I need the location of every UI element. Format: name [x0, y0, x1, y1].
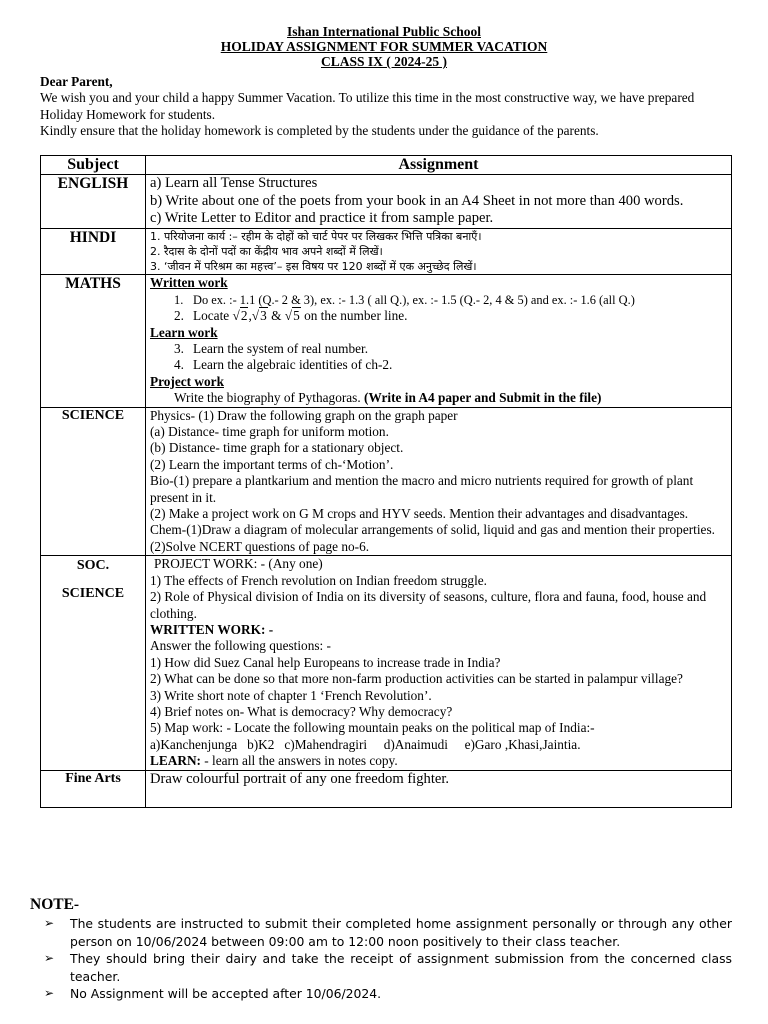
maths-project-item — [150, 390, 727, 406]
sst-project-1: 1) The effects of French revolution on Indian freedom struggle. — [150, 572, 487, 588]
table-row-science — [41, 407, 732, 556]
english-item-c: c) Write Letter to Editor and practice it from sample paper. — [150, 210, 494, 227]
assignment-fine-arts: Draw colourful portrait of any one freedom fighter. — [146, 770, 732, 807]
project-text: Write the biography of Pythagoras. — [174, 390, 361, 406]
sst-peaks: a)Kanchenjunga b)K2 c)Mahendragiri d)Anaimudi e)Garo ,Khasi,Jaintia. — [150, 736, 581, 752]
sst-question-5: 5) Map work: - Locate the following mountain peaks on the political map of India:- — [150, 720, 595, 736]
subject-social-science — [41, 556, 146, 770]
maths-written-item-2: 2. Locate √2,√3 & √5 on the number line. — [174, 308, 408, 324]
maths-written-heading: Written work — [150, 275, 228, 291]
science-line: Chem-(1)Draw a diagram of molecular arrangements of solid, liquid and gas and mention their properties. — [150, 522, 715, 538]
sqrt-2: √2 — [232, 308, 248, 324]
arrow-bullet-icon: ➢ — [44, 916, 55, 930]
subject-fine-arts: Fine Arts — [41, 770, 146, 807]
intro-line-1: We wish you and your child a happy Summer Vacation. To utilize this time in the most constructive way, we have prepared Holiday Homework for students. — [40, 90, 695, 122]
learn-label: LEARN: — [150, 753, 201, 769]
item-number: 4. — [174, 357, 184, 373]
assignment-title: HOLIDAY ASSIGNMENT FOR SUMMER VACATION — [220, 39, 548, 54]
item-text: Learn the algebraic identities of ch-2. — [193, 357, 393, 373]
note-heading: NOTE- — [30, 896, 80, 913]
intro-line-2: Kindly ensure that the holiday homework is completed by the students under the guidance of the parents. — [40, 123, 599, 139]
assignment-table — [40, 155, 732, 808]
sst-question-2: 2) What can be done so that more non-farm production activities can be started in palampur village? — [150, 671, 683, 687]
note-text: They should bring their dairy and take the receipt of assignment submission from the concerned class teacher. — [70, 951, 732, 984]
science-line: (a) Distance- time graph for uniform motion. — [150, 424, 389, 440]
note-item — [44, 985, 732, 1003]
sqrt-3: √3 — [251, 308, 267, 324]
radicand: 3 — [260, 308, 267, 324]
item-text: Learn the system of real number. — [193, 341, 369, 357]
science-line: (2) Make a project work on G M crops and HYV seeds. Mention their advantages and disadvantages. — [150, 506, 689, 522]
sst-written-intro: Answer the following questions: - — [150, 638, 331, 654]
maths-learn-heading: Learn work — [150, 324, 218, 340]
note-text: The students are instructed to submit their completed home assignment personally or through any other person on 10/06/2024 between 09:00 am to 12:00 noon positively to their class teacher. — [70, 916, 732, 949]
sst-question-1: 1) How did Suez Canal help Europeans to increase trade in India? — [150, 654, 501, 670]
assignment-science — [146, 407, 732, 556]
science-line: (2)Solve NCERT questions of page no-6. — [150, 538, 370, 554]
note-text: No Assignment will be accepted after 10/06/2024. — [70, 986, 382, 1002]
maths-project-heading: Project work — [150, 373, 224, 389]
item-text: on the number line. — [304, 308, 408, 324]
table-row-hindi — [41, 228, 732, 275]
sst-learn — [150, 753, 727, 769]
and-sign: & — [271, 308, 282, 324]
item-text: Locate — [193, 308, 230, 324]
assignment-english — [146, 175, 732, 229]
arrow-bullet-icon: ➢ — [44, 986, 55, 1001]
class-label: CLASS IX ( 2024-25 ) — [320, 54, 447, 69]
english-item-b: b) Write about one of the poets from your book in an A4 Sheet in not more than 400 words. — [150, 192, 684, 209]
hindi-item-3: 3. ‘जीवन में परिश्रम का महत्त्व’– इस विषय पर 120 शब्दों में एक अनुच्छेद लिखें। — [150, 260, 477, 274]
science-line: (2) Learn the important terms of ch-‘Motion’. — [150, 456, 394, 472]
note-item — [44, 915, 732, 950]
subject-maths: MATHS — [41, 275, 146, 407]
item-number: 3. — [174, 341, 184, 357]
item-number: 2. — [174, 308, 184, 324]
radicand: 2 — [240, 308, 248, 324]
science-line: Physics- (1) Draw the following graph on the graph paper — [150, 407, 458, 423]
sst-question-3: 3) Write short note of chapter 1 ‘French Revolution’. — [150, 687, 432, 703]
learn-text: - learn all the answers in notes copy. — [200, 753, 398, 769]
subject-column-header: Subject — [41, 156, 146, 175]
maths-learn-item-4 — [150, 357, 727, 373]
sst-project-2: 2) Role of Physical division of India on its diversity of seasons, culture, flora and fauna, food, house and clothing. — [150, 589, 707, 621]
science-line: Bio-(1) prepare a plantkarium and mention the macro and micro nutrients required for growth of plant present in it. — [150, 473, 694, 505]
assignment-maths — [146, 275, 732, 407]
intro-letter — [40, 74, 730, 140]
table-row-english — [41, 175, 732, 229]
subject-line-2: SCIENCE — [61, 586, 125, 602]
assignment-column-header: Assignment — [146, 156, 732, 175]
hindi-item-2: 2. रैदास के दोनों पदों का केंद्रीय भाव अपने शब्दों में लिखें। — [150, 244, 383, 258]
arrow-bullet-icon: ➢ — [44, 951, 55, 966]
science-line: (b) Distance- time graph for a stationary object. — [150, 440, 404, 456]
assignment-social-science — [146, 556, 732, 770]
sqrt-5: √5 — [284, 308, 300, 324]
table-header-row — [41, 156, 732, 175]
table-row-social-science — [41, 556, 732, 770]
subject-hindi: HINDI — [41, 228, 146, 275]
english-item-a: a) Learn all Tense Structures — [150, 175, 318, 191]
maths-written-item-1 — [150, 292, 727, 308]
item-number: 1. — [174, 292, 184, 307]
hindi-item-1: 1. परियोजना कार्य :– रहीम के दोहों को चार्ट पेपर पर लिखकर भित्ति पत्रिका बनाएँ। — [150, 229, 482, 243]
radicand: 5 — [293, 308, 300, 324]
maths-learn-item-3 — [150, 341, 727, 357]
table-row-maths — [41, 275, 732, 407]
item-text: Do ex. :- 1.1 (Q.- 2 & 3), ex. :- 1.3 ( all Q.), ex. :- 1.5 (Q.- 2, 4 & 5) and ex. :- 1.6 (all Q.) — [193, 292, 635, 307]
subject-line-1: SOC. — [76, 558, 110, 574]
sst-written-heading: WRITTEN WORK: - — [150, 621, 274, 637]
sst-question-4: 4) Brief notes on- What is democracy? Why democracy? — [150, 703, 453, 719]
table-row-fine-arts — [41, 770, 732, 807]
subject-science: SCIENCE — [41, 407, 146, 556]
sst-project-heading: PROJECT WORK: - (Any one) — [154, 556, 323, 572]
subject-english: ENGLISH — [41, 175, 146, 229]
school-name: Ishan International Public School — [287, 24, 481, 39]
greeting: Dear Parent, — [40, 74, 113, 89]
project-instruction: (Write in A4 paper and Submit in the file) — [364, 390, 602, 406]
assignment-hindi — [146, 228, 732, 275]
note-list — [44, 915, 732, 1003]
note-item — [44, 950, 732, 985]
